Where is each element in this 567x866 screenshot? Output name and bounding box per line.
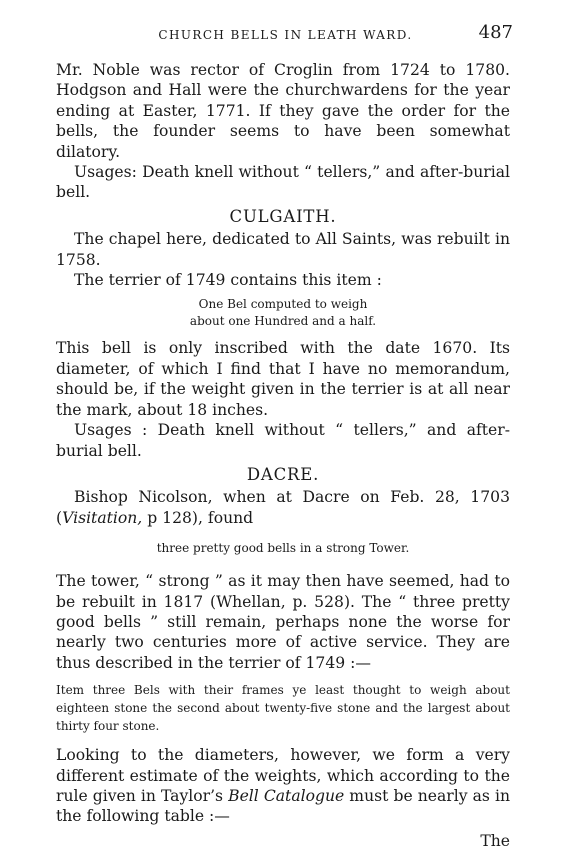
page-header — [58, 22, 513, 44]
dacre-nicolson-quote: three pretty good bells in a strong Tower. — [156, 541, 410, 556]
dacre-para1-text-end: p 128), found — [142, 508, 254, 527]
dacre-paragraph-2: The tower, “ strong ” as it may then have seemed, had to be rebuilt in 1817 (Whellan, p. 528). The “ three pretty good bells ” still remain, perhaps none the worse for nearly two centuries more of active service. They are thus described in the terrier of 1749 :— — [56, 572, 510, 672]
croglin-usages: Usages: Death knell without “ tellers,” and after-burial bell. — [56, 163, 510, 202]
page-number: 487 — [478, 22, 513, 43]
culgaith-paragraph-1: The chapel here, dedicated to All Saints, was rebuilt in 1758. — [56, 230, 510, 269]
culgaith-terrier-quote — [56, 296, 510, 330]
visitation-title: Visitation, — [62, 508, 143, 527]
croglin-paragraph: Mr. Noble was rector of Croglin from 1724 to 1780. Hodgson and Hall were the churchwardens for the year ending at Easter, 1771. If they gave the order for the bells, the founder seems to have been somewhat dilatory. — [56, 61, 510, 161]
quote-line: about one Hundred and a half. — [189, 314, 377, 329]
body-text — [56, 60, 510, 851]
culgaith-paragraph-2: The terrier of 1749 contains this item : — [74, 271, 382, 290]
bell-catalogue-title: Bell Catalogue — [228, 786, 345, 805]
culgaith-usages: Usages : Death knell without “ tellers,” and after-burial bell. — [56, 421, 510, 460]
dacre-terrier-quote: Item three Bels with their frames ye least thought to weigh about eighteen stone the second about twenty-five stone and the largest about thirty four stone. — [56, 683, 510, 734]
dacre-paragraph-3 — [56, 745, 510, 827]
section-title-culgaith: CULGAITH. — [229, 206, 337, 226]
running-head: CHURCH BELLS IN LEATH WARD. — [158, 28, 413, 42]
culgaith-paragraph-3: This bell is only inscribed with the date 1670. Its diameter, of which I find that I have no memorandum, should be, if the weight given in the terrier is at all near the mark, about 18 inches. — [56, 339, 510, 419]
dacre-paragraph-1 — [56, 487, 510, 528]
catchword: The — [480, 831, 510, 850]
section-title-dacre: DACRE. — [246, 464, 320, 484]
dacre-para1-text: Bishop Nicolson, when at Dacre on Feb. 28, 1703 ( — [56, 488, 510, 527]
quote-line: One Bel computed to weigh — [198, 297, 368, 312]
dacre-para3-text: Looking to the diameters, however, we form a very different estimate of the weights, which according to the rule given in Taylor’s — [56, 746, 510, 805]
dacre-para3-text-end: must be nearly as in the following table :— — [56, 786, 510, 826]
